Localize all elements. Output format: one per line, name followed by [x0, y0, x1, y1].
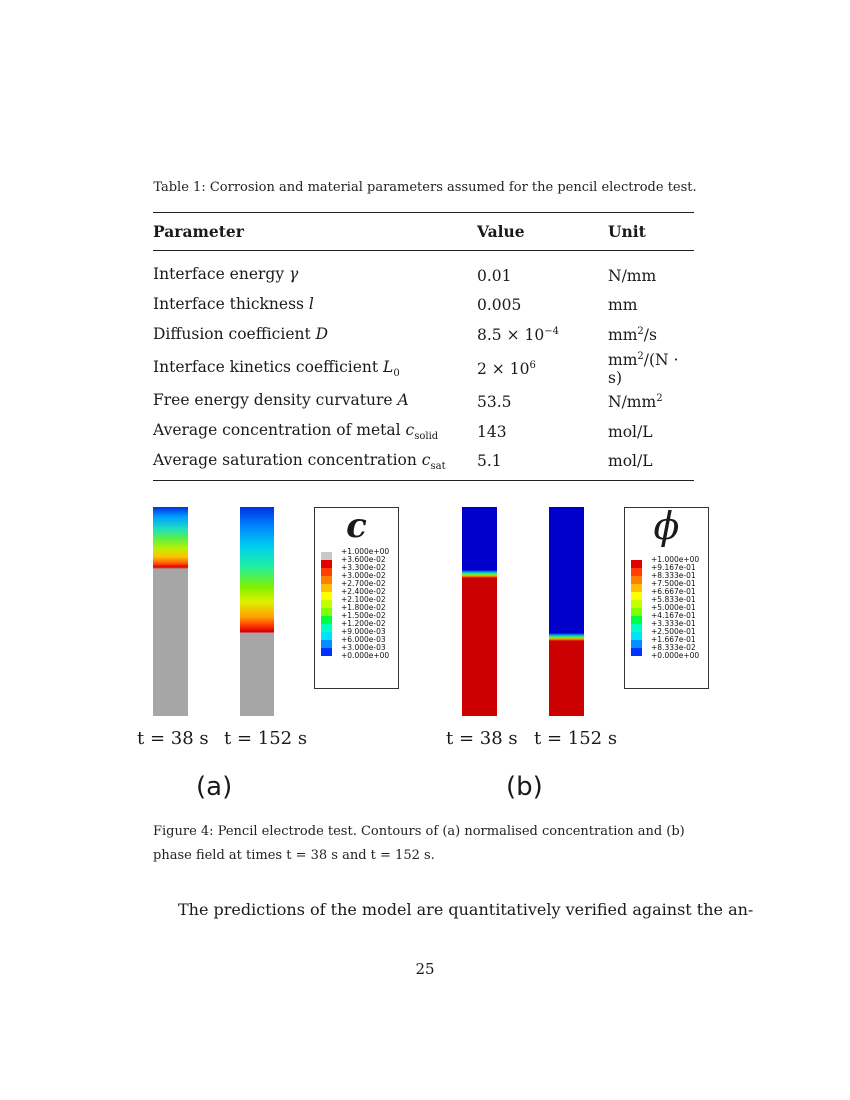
legend-swatch [321, 624, 332, 632]
figure-caption: Figure 4: Pencil electrode test. Contours of (a) normalised concentration and (b) phase field at times t = 38 s and t = 152 s. [153, 824, 685, 863]
time-label-b-38: t = 38 s [446, 728, 518, 749]
legend-swatch [321, 648, 332, 656]
header-value: Value [477, 222, 525, 241]
legend-swatch [321, 616, 332, 624]
param-unit: mm [608, 296, 638, 315]
legend-value: +6.000e-03 [341, 635, 386, 644]
legend-value: +0.000e+00 [341, 651, 390, 660]
legend-value: +0.000e+00 [651, 651, 700, 660]
table-row [153, 417, 694, 447]
legend-swatch [631, 624, 642, 632]
legend-swatch [321, 592, 332, 600]
legend-value: +1.500e-02 [341, 611, 386, 620]
legend-phase-field [624, 504, 709, 689]
header-unit: Unit [608, 222, 646, 241]
legend-swatch [631, 600, 642, 608]
param-unit: $mm^2/s$ [608, 326, 657, 345]
legend-value: +7.500e-01 [651, 579, 696, 588]
legend-swatch [321, 552, 332, 560]
param-name: Average concentration of metal $c_{solid}$ [153, 421, 439, 443]
legend-swatch [631, 576, 642, 584]
legend-swatch [321, 576, 332, 584]
panel-label-b: (b) [506, 772, 543, 802]
phase-bar-t38 [462, 507, 497, 716]
param-name: Interface energy γ [153, 265, 299, 284]
phase-bar-t152 [549, 507, 584, 716]
param-name: Interface kinetics coefficient $L_0$ [153, 358, 400, 380]
legend-swatch [631, 568, 642, 576]
legend-value: +6.667e-01 [651, 587, 696, 596]
legend-swatch [321, 608, 332, 616]
param-unit: $N/mm^2$ [608, 392, 663, 411]
table-row [153, 291, 694, 321]
table-row [153, 251, 694, 291]
legend-value: +2.400e-02 [341, 587, 386, 596]
param-name: Free energy density curvature A [153, 391, 409, 410]
header-parameter: Parameter [153, 222, 244, 241]
legend-concentration [314, 507, 399, 689]
legend-value: +2.500e-01 [651, 627, 696, 636]
param-value: 5.1 [477, 452, 502, 471]
legend-value: +5.000e-01 [651, 603, 696, 612]
table-row [153, 387, 694, 417]
legend-swatch [321, 584, 332, 592]
legend-value: +8.333e-02 [651, 643, 696, 652]
param-unit: mol/L [608, 422, 653, 441]
legend-value: +3.333e-01 [651, 619, 696, 628]
param-value: 143 [477, 422, 507, 441]
param-value: 0.01 [477, 266, 512, 285]
concentration-bar-t152 [240, 507, 274, 716]
page-number: 25 [415, 960, 435, 978]
param-value: 53.5 [477, 392, 512, 411]
legend-value: +1.000e+00 [341, 547, 390, 556]
legend-swatch [631, 640, 642, 648]
legend-symbol-phi: ϕ [653, 504, 680, 548]
param-value: $2 \times 10^6$ [477, 359, 536, 378]
legend-swatch [321, 632, 332, 640]
legend-value: +1.200e-02 [341, 619, 386, 628]
legend-value: +9.167e-01 [651, 563, 696, 572]
legend-value: +3.600e-02 [341, 555, 386, 564]
legend-swatch [631, 584, 642, 592]
parameter-table [153, 212, 694, 481]
legend-value: +8.333e-01 [651, 571, 696, 580]
param-value: $8.5 \times 10^{-4}$ [477, 326, 559, 345]
legend-swatch [631, 592, 642, 600]
legend-swatch [631, 608, 642, 616]
legend-swatch [321, 568, 332, 576]
body-paragraph: The predictions of the model are quantitatively verified against the an- [178, 900, 754, 919]
legend-value: +9.000e-03 [341, 627, 386, 636]
legend-swatch [631, 616, 642, 624]
legend-value: +3.000e-02 [341, 571, 386, 580]
param-name: Diffusion coefficient D [153, 324, 329, 343]
legend-swatch [321, 600, 332, 608]
panel-label-a: (a) [196, 772, 233, 802]
legend-value: +3.300e-02 [341, 563, 386, 572]
legend-value: +1.667e-01 [651, 635, 696, 644]
legend-value: +2.700e-02 [341, 579, 386, 588]
legend-value: +1.800e-02 [341, 603, 386, 612]
table-caption: Table 1: Corrosion and material parameters assumed for the pencil electrode test. [153, 180, 697, 195]
legend-symbol-c: c [346, 506, 367, 546]
legend-swatch [631, 560, 642, 568]
param-name: Average saturation concentration $c_{sat}$ [153, 450, 446, 472]
legend-value: +4.167e-01 [651, 611, 696, 620]
legend-value: +3.000e-03 [341, 643, 386, 652]
param-unit: mol/L [608, 452, 653, 471]
legend-swatch [631, 632, 642, 640]
param-value: 0.005 [477, 296, 522, 315]
legend-swatch [631, 648, 642, 656]
legend-value: +5.833e-01 [651, 595, 696, 604]
param-unit: $mm^2/(N \cdot s)$ [608, 350, 679, 387]
param-unit: N/mm [608, 266, 657, 285]
table-row [153, 321, 694, 351]
param-name: Interface thickness l [153, 294, 314, 313]
time-label-a-152: t = 152 s [224, 728, 308, 749]
legend-swatch [321, 640, 332, 648]
legend-swatch [321, 560, 332, 568]
legend-value: +1.000e+00 [651, 555, 700, 564]
time-label-a-38: t = 38 s [137, 728, 209, 749]
legend-value: +2.100e-02 [341, 595, 386, 604]
table-row [153, 447, 694, 481]
table-row [153, 351, 694, 387]
concentration-bar-t38 [153, 507, 188, 716]
time-label-b-152: t = 152 s [534, 728, 618, 749]
